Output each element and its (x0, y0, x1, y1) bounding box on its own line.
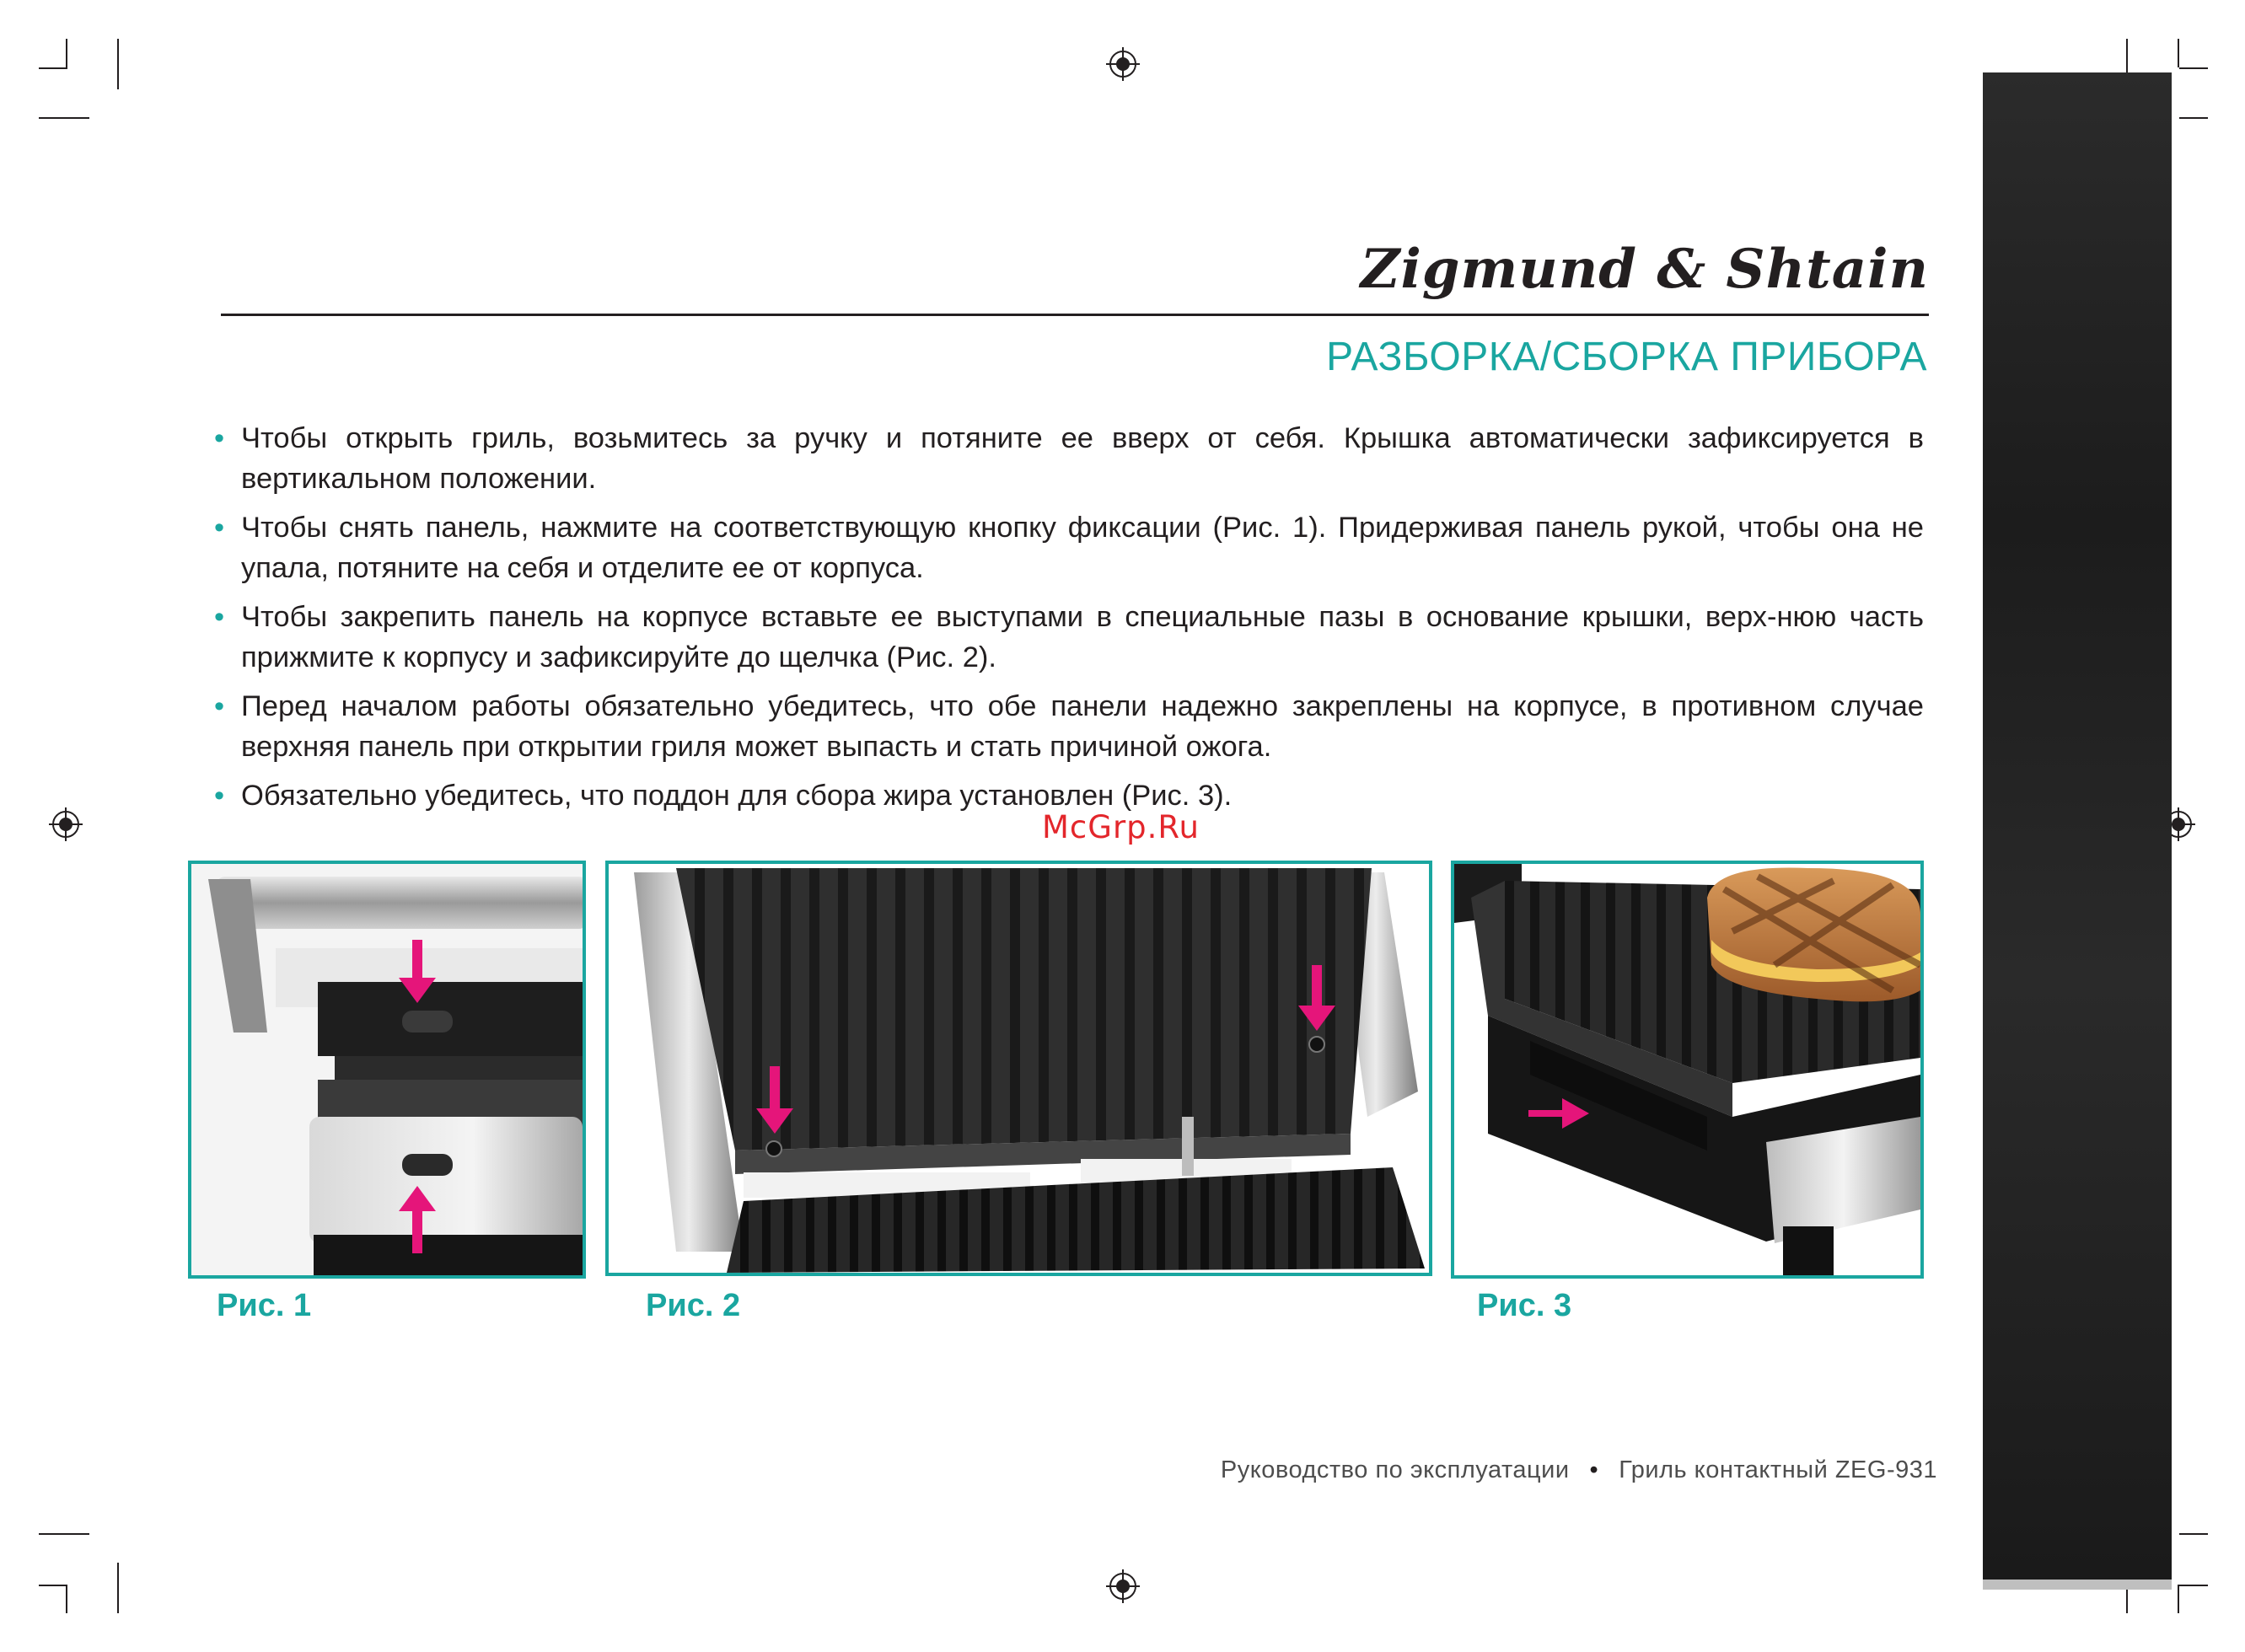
registration-mark-icon (1106, 1569, 1140, 1603)
list-item: • Чтобы закрепить панель на корпусе вставьте ее выступами в специальные пазы в основание крышки, верх-нюю часть прижмите к корпусу и зафиксируйте до щелчка (Рис. 2). (212, 597, 1924, 678)
crop-mark (39, 1585, 67, 1586)
crop-mark (39, 1533, 89, 1535)
figure-3-caption: Рис. 3 (1477, 1288, 1572, 1323)
footer-manual-title: Руководство по эксплуатации (1220, 1456, 1570, 1483)
instruction-list (212, 418, 1924, 824)
figure-1-photo (188, 861, 586, 1279)
crop-mark (66, 39, 67, 67)
crop-mark (117, 1563, 119, 1613)
crop-mark (2178, 1585, 2179, 1613)
registration-mark-icon (1106, 47, 1140, 81)
grill-drip-tray-photo (1454, 864, 1920, 1275)
registration-mark-icon (49, 807, 83, 841)
bullet-icon: • (214, 690, 225, 722)
page-footer (1221, 1456, 1937, 1484)
bullet-icon: • (214, 422, 225, 454)
crop-mark (2179, 67, 2208, 69)
figure-2-photo (605, 861, 1432, 1276)
bullet-icon: • (214, 512, 225, 544)
list-item: • Перед началом работы обязательно убедитесь, что обе панели надежно закреплены на корпусе, в противном случае верхняя панель при открытии гриля может выпасть и стать причиной ожога. (212, 686, 1924, 767)
bullet-icon: • (214, 601, 225, 633)
footer-separator: • (1589, 1456, 1599, 1483)
grill-handle-release-buttons-photo (191, 864, 583, 1275)
figure-2-caption: Рис. 2 (646, 1288, 741, 1323)
crop-mark (2179, 1585, 2208, 1586)
crop-mark (2179, 1533, 2208, 1535)
crop-mark (66, 1585, 67, 1613)
list-item: • Чтобы снять панель, нажмите на соответствующую кнопку фиксации (Рис. 1). Придерживая панель рукой, чтобы она не упала, потяните на себя и отделите ее от корпуса. (212, 507, 1924, 588)
brand-logo: Zigmund & Shtain (1360, 238, 1929, 301)
figure-3-photo (1451, 861, 1924, 1279)
bullet-icon: • (214, 780, 225, 812)
watermark: McGrp.Ru (1042, 809, 1200, 845)
header-rule (221, 314, 1929, 316)
grill-plate-attach-photo (609, 864, 1429, 1273)
list-item: • Чтобы открыть гриль, возьмитесь за ручку и потяните ее вверх от себя. Крышка автоматически зафиксируется в вертикальном положении. (212, 418, 1924, 499)
crop-mark (39, 67, 67, 69)
crop-mark (2178, 39, 2179, 67)
footer-product-name: Гриль контактный ZEG-931 (1619, 1456, 1937, 1483)
crop-mark (39, 117, 89, 119)
figure-1-caption: Рис. 1 (217, 1288, 312, 1323)
crop-mark (117, 39, 119, 89)
list-item: • Обязательно убедитесь, что поддон для сбора жира установлен (Рис. 3). (212, 775, 1924, 816)
section-title: РАЗБОРКА/СБОРКА ПРИБОРА (1326, 335, 1927, 379)
crop-mark (2179, 117, 2208, 119)
side-tab (1983, 72, 2172, 1581)
